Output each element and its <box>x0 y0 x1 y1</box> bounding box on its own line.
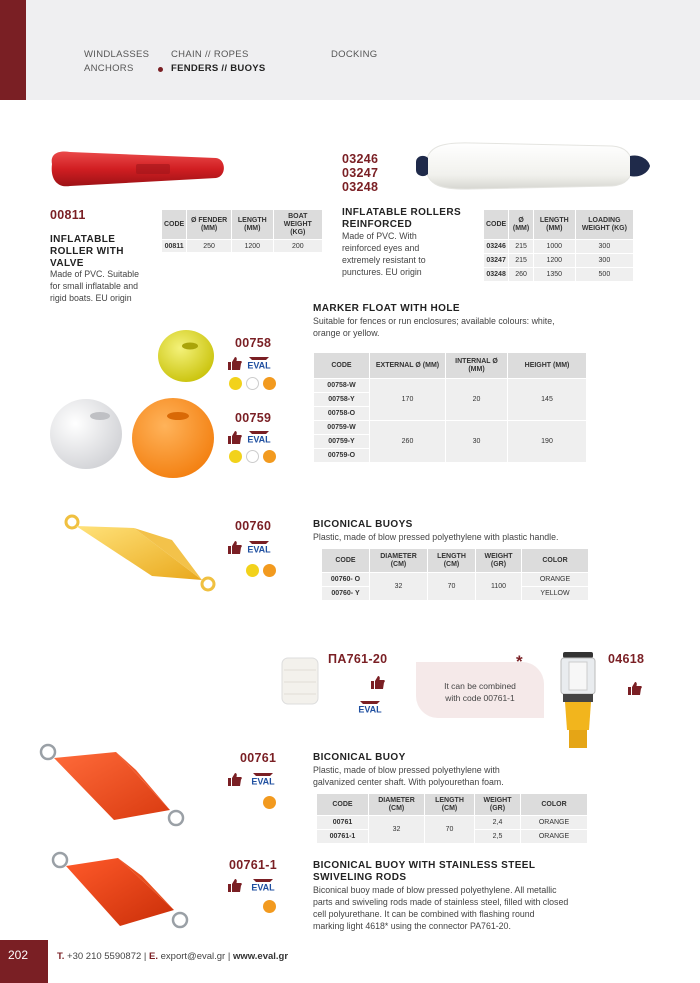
table-row: 00760- Y YELLOW <box>322 587 589 601</box>
header-accent-bar <box>0 0 26 100</box>
combination-note-l2: with code 00761-1 <box>445 693 515 703</box>
table-row: 00758-W 170 20 145 <box>314 379 587 393</box>
footer-contact <box>57 951 288 962</box>
spec-table-00761 <box>316 793 588 844</box>
header <box>0 0 700 100</box>
nav-docking[interactable]: DOCKING <box>331 49 378 60</box>
color-dot-orange <box>263 377 276 390</box>
white-marker-float-image <box>48 396 124 472</box>
product-desc-00761-1-l2: parts and swiveling rods made of stainless steel, filled with closed <box>313 897 569 907</box>
flashing-light-04618-image <box>555 652 601 752</box>
product-code-00760: 00760 <box>235 519 272 533</box>
table-header: CODE <box>322 549 370 573</box>
nav-fenders-buoys[interactable]: FENDERS // BUOYS <box>171 63 266 74</box>
phone-number: +30 210 5590872 | <box>67 951 147 962</box>
eval-logo <box>246 430 272 444</box>
product-desc-03246-l2: reinforced eyes and <box>342 243 420 253</box>
table-header: LENGTH (CM) <box>425 794 475 816</box>
page-number: 202 <box>8 948 29 962</box>
table-row: 00759-W 260 30 190 <box>314 421 587 435</box>
product-code-00758: 00758 <box>235 336 272 350</box>
yellow-biconical-buoy-image <box>62 510 222 602</box>
product-title-00811-l3: VALVE <box>50 258 84 269</box>
table-row: 03246 215 1000 300 <box>484 240 634 254</box>
product-desc-03246-l3: extremely resistant to <box>342 255 426 265</box>
product-code-03246: 03246 <box>342 152 379 166</box>
product-title-03246-l2: REINFORCED <box>342 219 413 230</box>
spec-table-00811 <box>161 209 323 253</box>
color-dot-yellow <box>246 564 259 577</box>
nav-chain-ropes[interactable]: CHAIN // ROPES <box>171 49 249 60</box>
product-title-00811-l1: INFLATABLE <box>50 234 116 245</box>
table-header: LENGTH (MM) <box>533 210 575 240</box>
table-row: 00758-Y <box>314 393 587 407</box>
table-header: Ø FENDER (MM) <box>187 210 232 240</box>
table-header: CODE <box>314 353 370 379</box>
product-code-03248: 03248 <box>342 180 379 194</box>
spec-table-marker <box>313 352 587 463</box>
product-desc-00760: Plastic, made of blow pressed polyethylene with plastic handle. <box>313 532 559 542</box>
svg-text:EVAL: EVAL <box>247 544 271 554</box>
svg-text:EVAL: EVAL <box>358 704 382 714</box>
email-link[interactable]: export@eval.gr | <box>160 951 231 962</box>
table-header: CODE <box>317 794 369 816</box>
product-desc-03246-l1: Made of PVC. With <box>342 231 417 241</box>
thumbs-up-icon <box>628 682 642 695</box>
table-header: CODE <box>162 210 187 240</box>
product-desc-00811-l2: for small inflatable and <box>50 281 139 291</box>
orange-marker-float-image <box>130 394 216 480</box>
asterisk-mark: * <box>516 652 523 671</box>
website-link[interactable]: www.eval.gr <box>232 951 289 962</box>
table-header: WEIGHT (GR) <box>476 549 522 573</box>
table-header: BOAT WEIGHT (KG) <box>273 210 322 240</box>
svg-text:EVAL: EVAL <box>251 776 275 786</box>
thumbs-up-icon <box>228 357 242 370</box>
table-row: 03248 260 1350 500 <box>484 268 634 282</box>
product-desc-00761-1-l1: Biconical buoy made of blow pressed polyethylene. All metallic <box>313 885 557 895</box>
product-desc-00761-l1: Plastic, made of blow pressed polyethylene with <box>313 765 500 775</box>
table-row: 00759-Y <box>314 435 587 449</box>
table-row: 00760- O 32 70 1100 ORANGE <box>322 573 589 587</box>
product-desc-00761-l2: galvanized center shaft. With polyourethan foam. <box>313 777 504 787</box>
eval-logo <box>246 540 272 554</box>
email-label: E. <box>149 951 158 962</box>
table-row: 00759-O <box>314 449 587 463</box>
yellow-marker-float-image <box>155 328 217 384</box>
product-title-00761: BICONICAL BUOY <box>313 752 406 763</box>
product-code-00759: 00759 <box>235 411 272 425</box>
table-header: WEIGHT (GR) <box>475 794 521 816</box>
color-dot-orange <box>263 450 276 463</box>
color-dot-yellow <box>229 377 242 390</box>
product-title-03246-l1: INFLATABLE ROLLERS <box>342 207 462 218</box>
red-roller-fender-image <box>46 146 228 190</box>
product-desc-00811-l1: Made of PVC. Suitable <box>50 269 139 279</box>
nav-windlasses[interactable]: WINDLASSES <box>84 49 150 60</box>
spec-table-00760 <box>321 548 589 601</box>
nav-anchors[interactable]: ANCHORS <box>84 63 134 74</box>
svg-text:EVAL: EVAL <box>251 882 275 892</box>
product-title-00760: BICONICAL BUOYS <box>313 519 413 530</box>
color-dot-white <box>246 377 259 390</box>
table-header: LOADING WEIGHT (KG) <box>575 210 633 240</box>
svg-text:EVAL: EVAL <box>247 434 271 444</box>
product-desc-marker-l2: orange or yellow. <box>313 328 380 338</box>
product-title-marker: MARKER FLOAT WITH HOLE <box>313 303 460 314</box>
color-dot-orange <box>263 796 276 809</box>
product-title-00811-l2: ROLLER WITH <box>50 246 124 257</box>
product-code-00811: 00811 <box>50 208 86 222</box>
table-header: LENGTH (CM) <box>428 549 476 573</box>
spec-table-03246 <box>483 209 634 282</box>
product-desc-marker-l1: Suitable for fences or run enclosures; available colours: white, <box>313 316 555 326</box>
table-header: DIAMETER (CM) <box>370 549 428 573</box>
product-title-00761-1-l1: BICONICAL BUOY WITH STAINLESS STEEL <box>313 860 536 871</box>
product-code-00761-1: 00761-1 <box>229 858 277 872</box>
table-header: INTERNAL Ø (MM) <box>446 353 508 379</box>
eval-logo <box>246 356 272 370</box>
product-desc-03246-l4: punctures. EU origin <box>342 267 422 277</box>
product-desc-00761-1-l4: marking light 4618* using the connector PA761-20. <box>313 921 511 931</box>
eval-logo <box>250 878 276 892</box>
table-row: 00761 32 70 2,4 ORANGE <box>317 816 588 830</box>
color-dot-white <box>246 450 259 463</box>
table-header: DIAMETER (CM) <box>369 794 425 816</box>
table-header: COLOR <box>522 549 589 573</box>
color-dot-orange <box>263 900 276 913</box>
thumbs-up-icon <box>228 879 242 892</box>
table-row: 03247 215 1200 300 <box>484 254 634 268</box>
orange-biconical-buoy-00761-image <box>36 742 188 828</box>
eval-logo <box>357 700 383 714</box>
product-desc-00761-1-l3: cell polyurethane. It can be combined with flashing round <box>313 909 535 919</box>
thumbs-up-icon <box>228 773 242 786</box>
nav-active-dot <box>158 67 163 72</box>
product-code-03247: 03247 <box>342 166 379 180</box>
product-code-pa761-20: ΠΑ761-20 <box>328 652 388 666</box>
table-header: COLOR <box>521 794 588 816</box>
table-row: 00761-1 2,5 ORANGE <box>317 830 588 844</box>
white-roller-fender-image <box>412 138 654 194</box>
table-row: 00811 250 1200 200 <box>162 240 323 253</box>
table-header: LENGTH (MM) <box>231 210 273 240</box>
table-header: HEIGHT (MM) <box>508 353 587 379</box>
table-header: EXTERNAL Ø (MM) <box>370 353 446 379</box>
eval-logo <box>250 772 276 786</box>
product-title-00761-1-l2: SWIVELING RODS <box>313 872 407 883</box>
svg-text:EVAL: EVAL <box>247 360 271 370</box>
table-row: 00758-O <box>314 407 587 421</box>
orange-biconical-buoy-00761-1-image <box>48 850 194 932</box>
phone-label: T. <box>57 951 65 962</box>
thumbs-up-icon <box>228 431 242 444</box>
product-code-04618: 04618 <box>608 652 645 666</box>
combination-note-l1: It can be combined <box>444 681 516 691</box>
color-dot-orange <box>263 564 276 577</box>
connector-pa761-image <box>280 656 320 708</box>
product-code-00761: 00761 <box>240 751 277 765</box>
thumbs-up-icon <box>371 676 385 689</box>
color-dot-yellow <box>229 450 242 463</box>
thumbs-up-icon <box>228 541 242 554</box>
table-header: Ø (MM) <box>509 210 534 240</box>
table-header: CODE <box>484 210 509 240</box>
product-desc-00811-l3: rigid boats. EU origin <box>50 293 132 303</box>
